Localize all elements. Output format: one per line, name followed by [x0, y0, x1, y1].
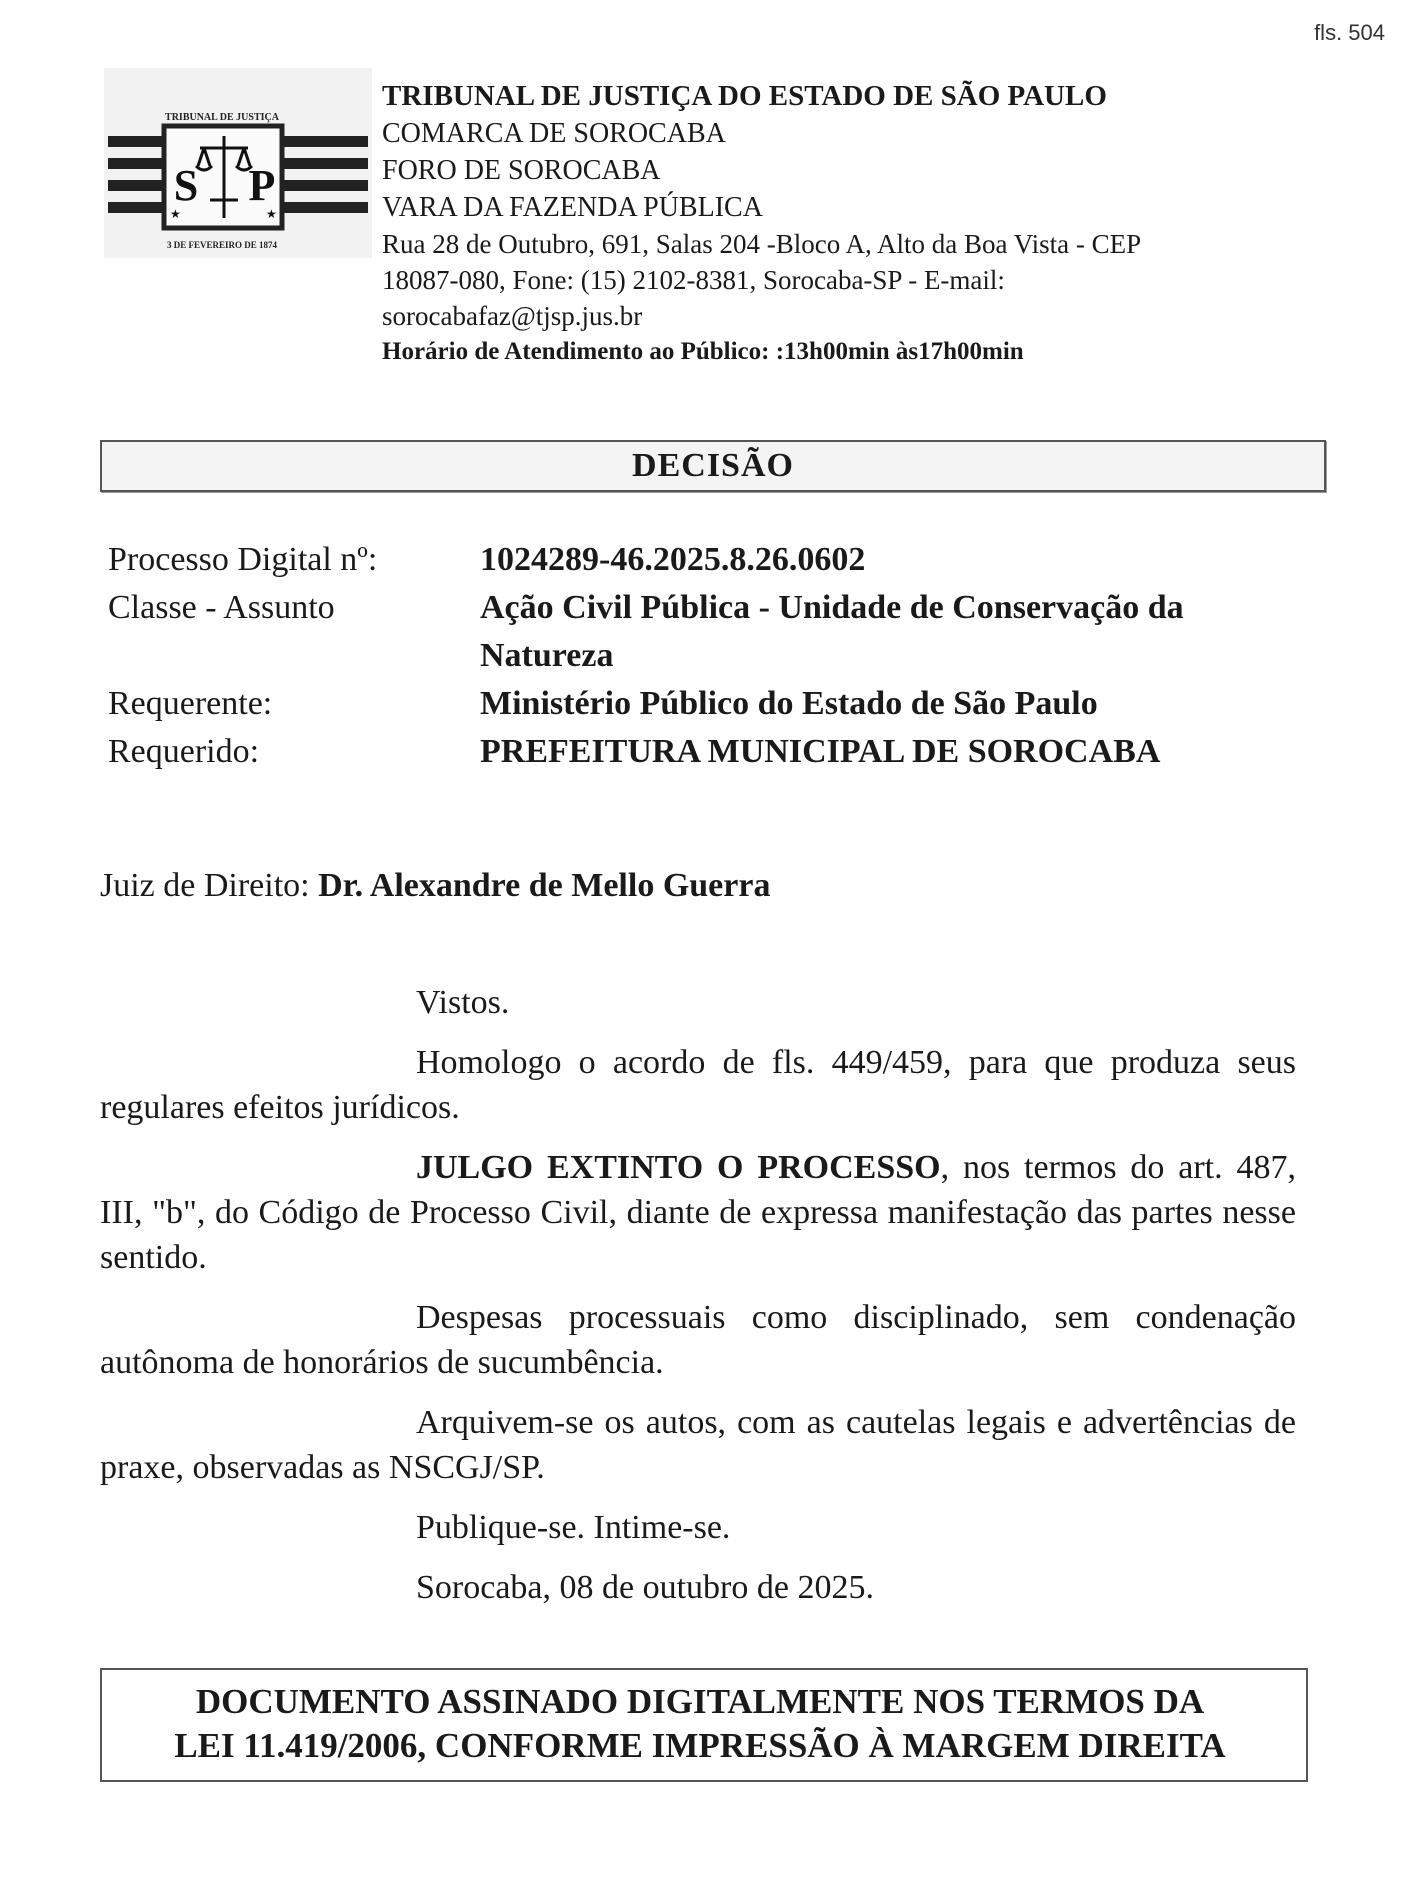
- julgo-bold: JULGO EXTINTO O PROCESSO: [416, 1149, 941, 1186]
- judge-name: Dr. Alexandre de Mello Guerra: [318, 867, 771, 904]
- logo-letter-s: S: [173, 161, 199, 210]
- requerido-label: Requerido:: [108, 733, 260, 770]
- office-hours: Horário de Atendimento ao Público: :13h00min às17h00min: [382, 338, 1024, 365]
- address-line-2: 18087-080, Fone: (15) 2102-8381, Sorocaba-SP - E-mail:: [382, 265, 1005, 295]
- logo-bottom-text: 3 DE FEVEREIRO DE 1874: [166, 240, 278, 250]
- paragraph-julgo: [100, 1145, 1296, 1280]
- logo-top-text: TRIBUNAL DE JUSTIÇA: [165, 112, 279, 123]
- decision-body: [100, 980, 1296, 1625]
- judge-label: Juiz de Direito:: [100, 867, 310, 904]
- requerido-value: PREFEITURA MUNICIPAL DE SOROCABA: [480, 733, 1161, 770]
- paragraph-vistos: Vistos.: [416, 984, 510, 1021]
- paragraph-arquivem: Arquivem-se os autos, com as cautelas legais e advertências de praxe, observadas as NSCGJ/SP.: [100, 1404, 1296, 1486]
- case-info-row: [108, 584, 1308, 680]
- comarca: COMARCA DE SOROCABA: [382, 118, 726, 149]
- classe-label: Classe - Assunto: [108, 589, 335, 626]
- logo-letter-p: P: [248, 161, 276, 210]
- case-info: [108, 536, 1308, 776]
- page-number: fls. 504: [1314, 20, 1385, 45]
- processo-value: 1024289-46.2025.8.26.0602: [480, 541, 866, 578]
- paragraph-despesas: Despesas processuais como disciplinado, sem condenação autônoma de honorários de sucumbência.: [100, 1299, 1296, 1381]
- tjsp-logo: [104, 68, 372, 258]
- processo-label: Processo Digital nº:: [108, 541, 378, 578]
- star-icon: ★: [266, 207, 277, 221]
- case-info-row: [108, 536, 1308, 584]
- paragraph-date: Sorocaba, 08 de outubro de 2025.: [416, 1569, 874, 1606]
- court-header: [382, 78, 1282, 370]
- case-info-row: [108, 728, 1308, 776]
- julgo-rest: , nos termos do art. 487, III, "b", do Código de Processo Civil, diante de expressa manifestação das partes nesse sentido.: [100, 1149, 1296, 1276]
- vara: VARA DA FAZENDA PÚBLICA: [382, 192, 763, 223]
- classe-value: Ação Civil Pública - Unidade de Conservação da Natureza: [480, 589, 1184, 674]
- case-info-row: [108, 680, 1308, 728]
- foro: FORO DE SOROCABA: [382, 155, 661, 186]
- address-email: sorocabafaz@tjsp.jus.br: [382, 301, 643, 331]
- star-icon: ★: [170, 207, 181, 221]
- judge-line: [100, 862, 1300, 910]
- court-name: TRIBUNAL DE JUSTIÇA DO ESTADO DE SÃO PAULO: [382, 80, 1107, 112]
- address-line-1: Rua 28 de Outubro, 691, Salas 204 -Bloco A, Alto da Boa Vista - CEP: [382, 229, 1142, 259]
- paragraph-publique: Publique-se. Intime-se.: [416, 1509, 731, 1546]
- requerente-value: Ministério Público do Estado de São Paulo: [480, 685, 1098, 722]
- notice-line-2: LEI 11.419/2006, CONFORME IMPRESSÃO À MARGEM DIREITA: [174, 1726, 1226, 1765]
- requerente-label: Requerente:: [108, 685, 273, 722]
- notice-line-1: DOCUMENTO ASSINADO DIGITALMENTE NOS TERMOS DA: [195, 1682, 1205, 1721]
- document-title: DECISÃO: [100, 440, 1326, 492]
- paragraph-homologo: Homologo o acordo de fls. 449/459, para que produza seus regulares efeitos jurídicos.: [100, 1044, 1296, 1126]
- digital-signature-notice: [100, 1668, 1308, 1782]
